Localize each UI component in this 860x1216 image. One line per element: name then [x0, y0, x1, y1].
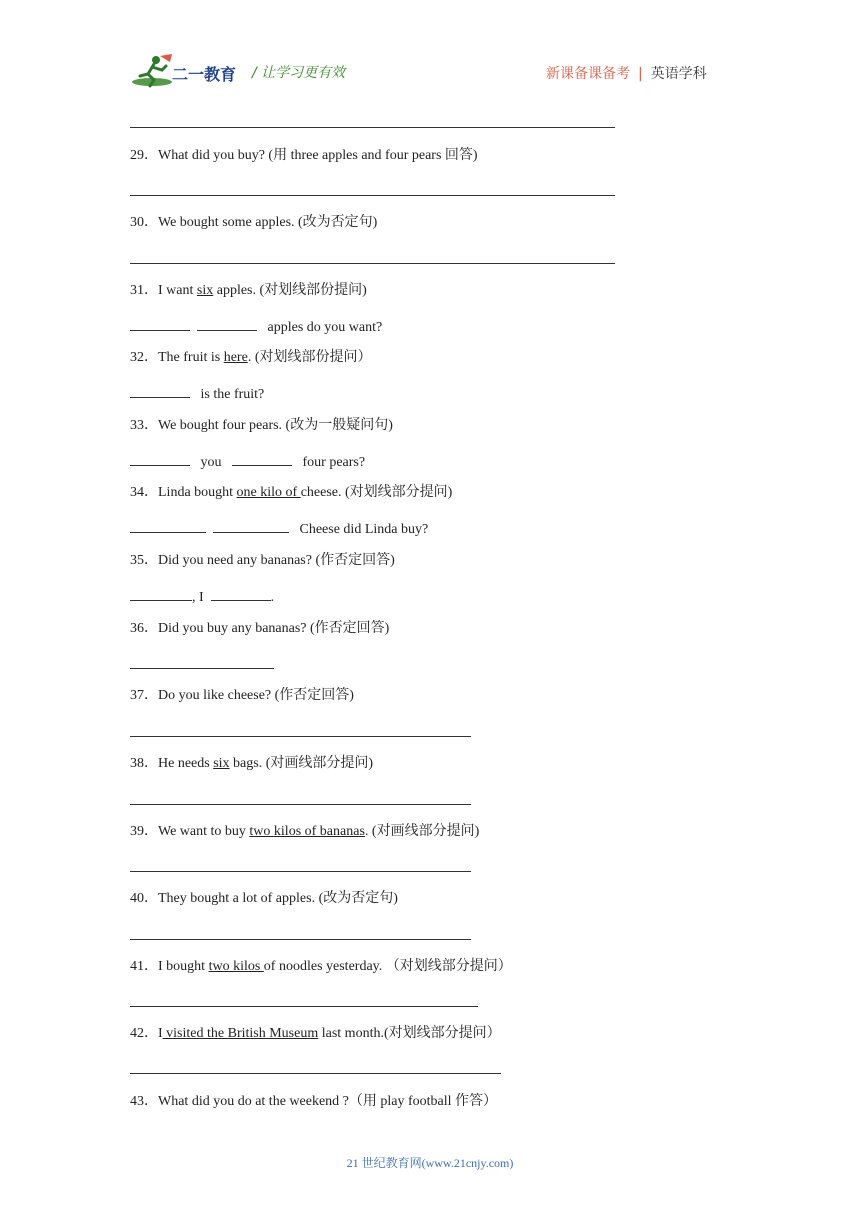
underlined-text: two kilos	[208, 959, 264, 974]
question-43	[130, 1093, 497, 1111]
answer-blank	[130, 451, 190, 466]
answer-mid: , I	[192, 590, 204, 605]
question-40	[130, 890, 398, 908]
question-38	[130, 755, 373, 773]
question-text-post: . (对画线部分提问)	[364, 824, 480, 839]
question-number: 32．	[130, 350, 158, 365]
underlined-text: six	[213, 756, 230, 771]
question-text: What did you buy? (用 three apples and four pears 回答)	[158, 148, 478, 163]
question-text-pre: We want to buy	[158, 824, 250, 839]
question-number: 30．	[130, 215, 158, 230]
question-text-pre: The fruit is	[158, 350, 224, 365]
question-number: 35．	[130, 553, 158, 568]
question-30	[130, 214, 377, 232]
question-text-pre: He needs	[158, 756, 214, 771]
answer-tail: is the fruit?	[200, 387, 265, 402]
answer-line	[130, 668, 274, 669]
page-footer: 21 世纪教育网(www.21cnjy.com)	[346, 1156, 514, 1170]
logo-text: 二一教育	[172, 65, 237, 84]
question-text-pre: I want	[158, 283, 197, 298]
question-text: What did you do at the weekend ?（用 play football 作答）	[158, 1094, 498, 1109]
answer-line	[130, 871, 471, 872]
answer-line	[130, 1073, 501, 1074]
answer-line	[130, 804, 471, 805]
question-32	[130, 349, 371, 367]
question-41	[130, 958, 512, 976]
question-text-post: . (对划线部份提问）	[247, 350, 372, 365]
question-number: 38．	[130, 756, 158, 771]
question-35	[130, 552, 395, 570]
question-31	[130, 282, 367, 300]
answer-line	[130, 939, 471, 940]
question-37	[130, 687, 354, 705]
answer-35	[130, 586, 274, 607]
question-text-post: apples. (对划线部份提问)	[213, 283, 367, 298]
answer-blank	[213, 518, 289, 533]
answer-blank	[211, 586, 271, 601]
answer-line	[130, 736, 471, 737]
answer-33	[130, 451, 365, 472]
question-text-post: last month.(对划线部分提问）	[318, 1026, 501, 1041]
answer-end: .	[270, 590, 275, 605]
question-text-post: bags. (对画线部分提问)	[229, 756, 374, 771]
question-number: 43．	[130, 1094, 158, 1109]
underlined-text: six	[196, 283, 214, 298]
answer-blank	[130, 316, 190, 331]
question-text-post: cheese. (对划线部分提问)	[300, 485, 453, 500]
underlined-text: one kilo of	[236, 485, 301, 500]
question-33	[130, 417, 393, 435]
answer-line	[130, 127, 615, 128]
answer-tail: four pears?	[302, 455, 366, 470]
question-text-pre: I bought	[158, 959, 209, 974]
underlined-text: two kilos of bananas	[249, 824, 365, 839]
question-number: 39．	[130, 824, 158, 839]
question-number: 29．	[130, 148, 158, 163]
question-number: 33．	[130, 418, 158, 433]
question-text: We bought some apples. (改为否定句)	[158, 215, 378, 230]
question-36	[130, 620, 389, 638]
question-number: 41．	[130, 959, 158, 974]
header-course-label: 新课备课备考	[546, 66, 630, 82]
slogan: / 让学习更有效	[252, 65, 346, 81]
question-number: 40．	[130, 891, 158, 906]
question-number: 37．	[130, 688, 158, 703]
question-text: We bought four pears. (改为一般疑问句)	[158, 418, 393, 433]
answer-tail: apples do you want?	[267, 320, 383, 335]
answer-line	[130, 263, 615, 264]
answer-blank	[130, 586, 192, 601]
page-header	[0, 0, 860, 110]
question-34	[130, 484, 452, 502]
answer-31	[130, 316, 382, 337]
answer-mid: you	[200, 455, 222, 470]
question-number: 34．	[130, 485, 158, 500]
answer-tail: Cheese did Linda buy?	[299, 522, 429, 537]
answer-line	[130, 195, 615, 196]
question-number: 31．	[130, 283, 158, 298]
question-text: Did you need any bananas? (作否定回答)	[158, 553, 395, 568]
question-text-post: of noodles yesterday. （对划线部分提问）	[263, 959, 512, 974]
answer-34	[130, 518, 428, 539]
question-42	[130, 1025, 501, 1043]
question-29	[130, 147, 478, 165]
question-text-pre: Linda bought	[158, 485, 237, 500]
answer-line	[130, 1006, 478, 1007]
answer-blank	[232, 451, 292, 466]
question-text: They bought a lot of apples. (改为否定句)	[158, 891, 398, 906]
question-number: 36．	[130, 621, 158, 636]
underlined-text: here	[223, 350, 248, 365]
question-number: 42．	[130, 1026, 158, 1041]
answer-blank	[197, 316, 257, 331]
header-subject-label: 英语学科	[650, 66, 707, 82]
answer-blank	[130, 518, 206, 533]
answer-32	[130, 383, 264, 404]
question-text-pre: I	[158, 1026, 163, 1041]
header-right	[546, 63, 707, 83]
answer-blank	[130, 383, 190, 398]
header-separator: |	[638, 66, 643, 82]
underlined-text: visited the British Museum	[162, 1026, 319, 1041]
question-39	[130, 823, 479, 841]
question-text: Do you like cheese? (作否定回答)	[158, 688, 354, 703]
question-text: Did you buy any bananas? (作否定回答)	[158, 621, 390, 636]
